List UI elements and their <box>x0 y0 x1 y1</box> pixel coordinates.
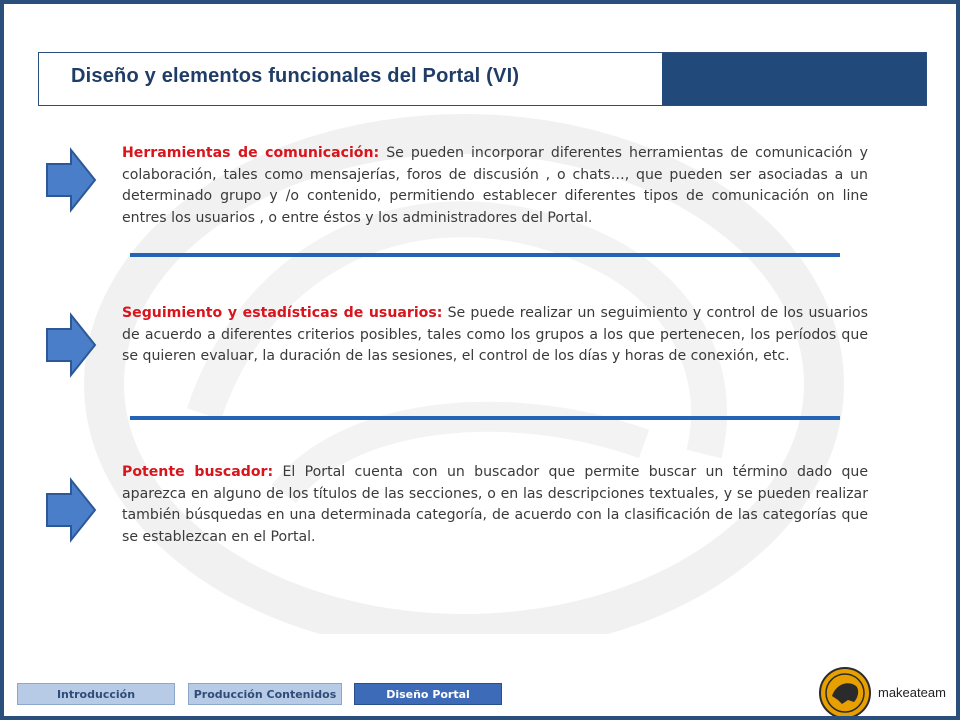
section-divider <box>130 416 840 420</box>
section-comunicacion <box>122 143 868 229</box>
section-divider <box>130 253 840 257</box>
nav-tab-diseno-portal[interactable]: Diseño Portal <box>354 683 502 705</box>
section-text: Se pueden incorporar diferentes herramientas de comunicación y colaboración, tales como mensajerías, foros de discusión , o chats…, que pueden ser asociadas a un determinado grupo y /o contenido, permitiendo establecer diferentes tipos de comunicación on line entres los usuarios , o entre éstos y los administradores del Portal. <box>122 145 868 226</box>
nav-tab-produccion-contenidos[interactable]: Producción Contenidos <box>188 683 342 705</box>
title-bar <box>38 52 927 106</box>
section-text: Se puede realizar un seguimiento y control de los usuarios de acuerdo a diferentes criterios posibles, tales como los grupos a los que pertenecen, los períodos que se quieren evaluar, la duración de las sesiones, el control de los días y horas de conexión, etc. <box>122 305 868 365</box>
section-label: Potente buscador: <box>122 464 274 480</box>
title-accent-block <box>662 53 926 105</box>
section-label: Herramientas de comunicación: <box>122 145 380 161</box>
page-title: Diseño y elementos funcionales del Portal (VI) <box>71 65 520 87</box>
section-label: Seguimiento y estadísticas de usuarios: <box>122 305 443 321</box>
brand-name: makeateam <box>878 685 946 700</box>
right-arrow-icon <box>44 477 98 543</box>
makeateam-logo <box>818 666 872 720</box>
section-buscador <box>122 462 868 548</box>
right-arrow-icon <box>44 147 98 213</box>
section-text: El Portal cuenta con un buscador que permite buscar un término dado que aparezca en alguno de los títulos de las secciones, o en las descripciones textuales, y se pueden realizar también búsquedas en una determinada categoría, de acuerdo con la clasificación de las categorías que se establezcan en el Portal. <box>122 464 869 545</box>
nav-tab-introduccion[interactable]: Introducción <box>17 683 175 705</box>
section-seguimiento <box>122 303 868 368</box>
right-arrow-icon <box>44 312 98 378</box>
